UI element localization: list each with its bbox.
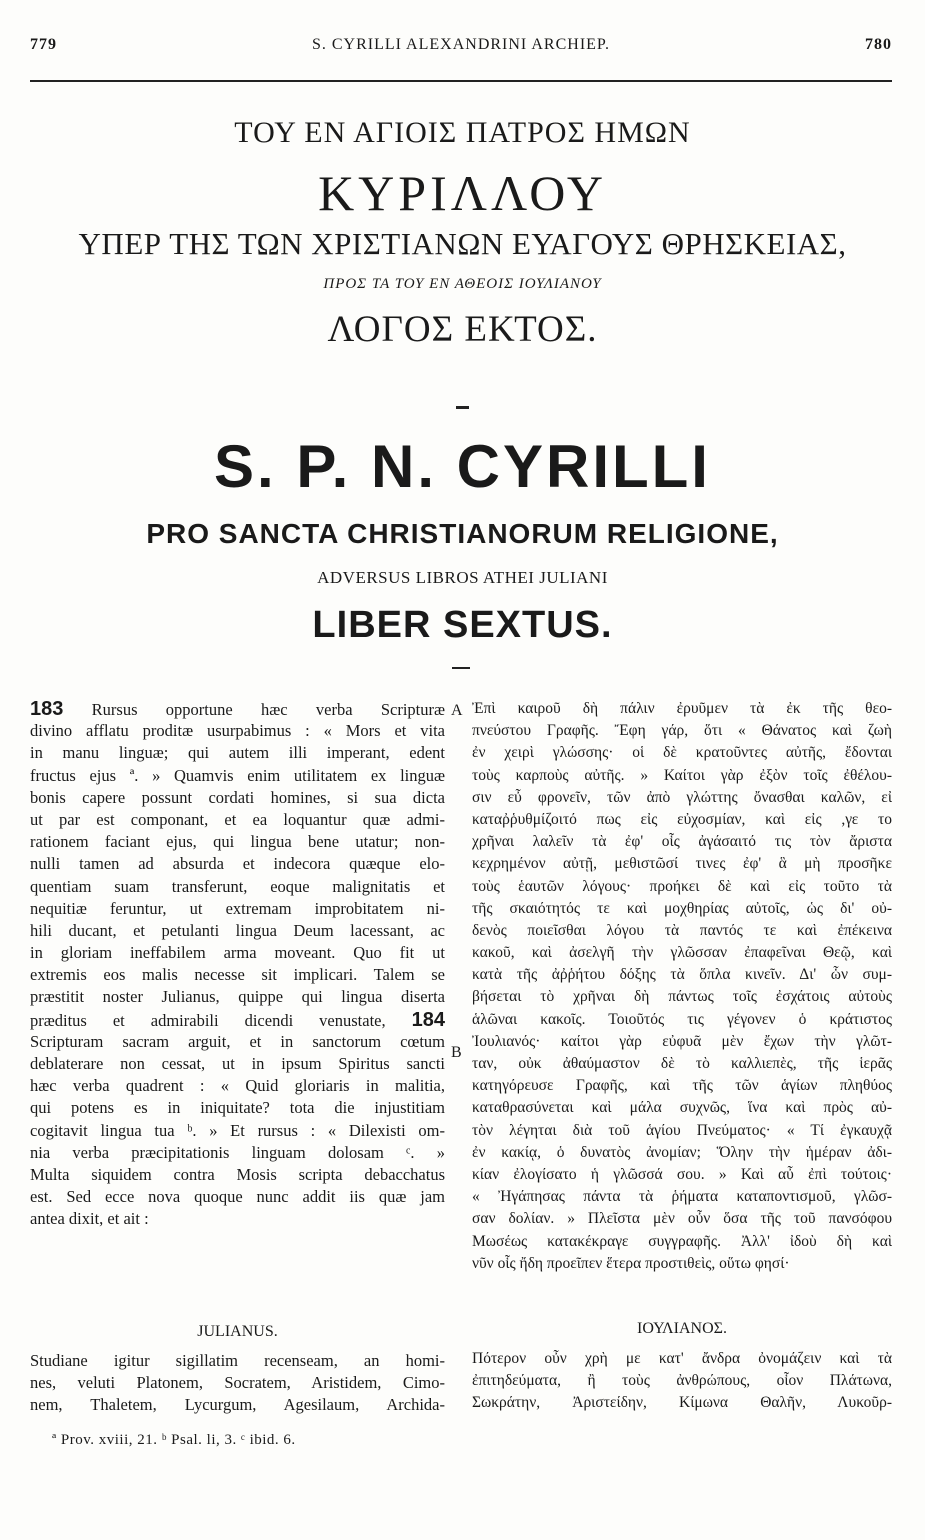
greek-line: χρῆναι λαλεῖν τὰ ἐφ' οἷς ἀγάσαιτό τις τὸν ἄριστα [472, 833, 892, 851]
greek-line: ἐπιτηδεύματα, ἢ τοὺς ἀνθρώπους, οἷον Πλάτωνα, [472, 1372, 892, 1390]
latin-line: nes, veluti Platonem, Socratem, Aristidem, Cimo- [30, 1373, 445, 1393]
greek-line: ταν, οὐκ ἀθαύμαστον δὲ τὸ καλλιεπὲς, τῆς ἱερᾶς [472, 1055, 892, 1072]
greek-line: Σωκράτην, Ἀριστείδην, Κίμωνα Θαλῆν, Λυκοῦρ- [472, 1394, 892, 1412]
greek-line: τοὺς καρποὺς αὐτῆς. » Καίτοι γὰρ ἐξὸν τοῖς ἐθέλου- [472, 766, 892, 784]
greek-title-line4: ΠΡΟΣ ΤΑ ΤΟΥ ΕΝ ΑΘΕΟΙΣ ΙΟΥΛΙΑΝΟΥ [323, 276, 602, 292]
latin-line: deblaterare non cessat, ut in ipsum Spiritus sancti [30, 1054, 445, 1073]
latin-line: hili ducant, et petulanti lingua Deum lacessant, ac [30, 920, 445, 940]
greek-author-name: ΚΥΡΙΛΛΟΥ [318, 165, 607, 221]
latin-line: hæc verba quadrent : « Quid gloriaris in malitia, [30, 1076, 445, 1096]
latin-line: ut par est componant, et ea loquantur quæ admi- [30, 809, 445, 829]
latin-line: nem, Thaletem, Lycurgum, Agesilaum, Archida- [30, 1395, 445, 1415]
greek-line: ἐν κακίᾳ, ὁ δυνατὸς ἀνομίαν; Ὅλην τὴν ἡμέραν ἀδι- [472, 1143, 892, 1161]
greek-line: καταῤῥυθμίζοιτό πως εἰς εὐχοσμίαν, καὶ εἰς ,γε το [472, 810, 892, 828]
greek-line: κίαν ἐλογίσατο ἡ γλῶσσά σου. » Καὶ αὖ ἐπὶ τούτοις· [472, 1165, 892, 1183]
greek-line: ἁλῶναι κακοῖς. Τοιοῦτός τις γέγονεν ὁ κράτιστος [472, 1010, 892, 1028]
greek-line: κακοῦ, καὶ ἀσελγῆ τὴν γλῶσσαν ἐπαφεῖναι Θεῷ, καὶ [472, 944, 892, 962]
latin-line: cogitavit lingua tua ᵇ. » Et rursus : « Dilexisti om- [30, 1120, 445, 1140]
greek-book-title: ΛΟΓΟΣ ΕΚΤΟΣ. [327, 309, 598, 350]
footnotes: ª Prov. xviii, 21. ᵇ Psal. li, 3. ᶜ ibid. 6. [52, 1432, 296, 1448]
greek-line: ἐν χειρὶ γλώσσης· οἱ δὲ κρατοῦντες αὐτῆς, ἔδονται [472, 744, 892, 762]
latin-line: est. Sed ecce nova quoque nunc addit iis quæ jam [30, 1187, 445, 1207]
julianus-latin-text [30, 1350, 445, 1417]
latin-line-184 [30, 1009, 445, 1031]
latin-line: nulli tamen ad absurda et indecora quæque elo- [30, 854, 445, 874]
greek-line: τῆς σκαιότητός τε καὶ μοχθηρίας αὐτοῖς, ὡς δι' οὐ- [472, 899, 892, 917]
greek-line: πνεύστου Γραφῆς. Ἔφη γάρ, ὅτι « Θάνατος καὶ ζωὴ [472, 722, 892, 740]
running-header [30, 36, 892, 58]
julianus-greek-text [472, 1348, 892, 1415]
latin-line: in manu linguæ; qui autem illi imperant, edent [30, 743, 445, 763]
greek-line: Ἰουλιανός· καίτοι γὰρ εὐφυᾶ μὲν ἔχων τὴν γλῶτ- [472, 1032, 892, 1050]
latin-line: extremis eos malis necesse sit implicari. Talem se [30, 965, 445, 985]
greek-line: σαν δολίαν. » Πλεῖστα μὲν οὖν ὅσα τῆς τοῦ πανσόφου [472, 1210, 892, 1228]
greek-line: τοὺς ἑαυτῶν λόγους· προήκει δὲ καὶ εἰς τοῦτο τὰ [472, 877, 892, 895]
latin-title-line3: ADVERSUS LIBROS ATHEI JULIANI [317, 568, 608, 587]
latin-line: fructus ejus ª. » Quamvis enim utilitatem ex linguæ [30, 765, 445, 785]
latin-book-title: LIBER SEXTUS. [312, 604, 613, 646]
page-number-right: 780 [865, 36, 892, 53]
greek-line: βήσεται τὸ χρῆναι δὴ πάντως τοῖς ἐσχάτοις αὐτοὺς [472, 988, 892, 1006]
latin-title-line2: PRO SANCTA CHRISTIANORUM RELIGIONE, [146, 518, 779, 549]
latin-line-first [30, 698, 445, 720]
greek-line: Πότερον οὖν χρὴ με κατ' ἄνδρα ὀνομάζειν καὶ τὰ [472, 1350, 892, 1367]
latin-line-first-text: Rursus opportune hæc verba Scripturæ [63, 700, 445, 719]
greek-title-line1: ΤΟΥ ΕΝ ΑΓΙΟΙΣ ΠΑΤΡΟΣ ΗΜΩΝ [234, 116, 691, 149]
latin-line: rationem faciant ejus, qui lingua bene utatur; non- [30, 832, 445, 852]
latin-line: præstitit noster Julianus, quippe qui lingua diserta [30, 987, 445, 1007]
latin-line: Multa siquidem contra Mosis scripta debacchatus [30, 1164, 445, 1184]
greek-line: « Ἠγάπησας πάντα τὰ ῥήματα καταποντισμοῦ, γλῶσ- [472, 1188, 892, 1206]
column-number-184: 184 [411, 1008, 446, 1031]
margin-marker-a: A [451, 702, 463, 719]
latin-line-184-text: præditus et admirabili dicendi venustate, [30, 1010, 386, 1030]
greek-julianus-heading: ΙΟΥΛΙΑΝΟΣ. [637, 1320, 727, 1337]
julianus-heading: JULIANUS. [197, 1323, 278, 1340]
greek-line: κατὰ τῆς ἀῤῥήτου δόξης τὰ ὅπλα κινεῖν. Δι' ὧν συμ- [472, 966, 892, 984]
latin-line: nequitiæ feruntur, ut extremam improbitatem ni- [30, 898, 445, 918]
latin-line: bonis capere possunt cordati homines, si sua dicta [30, 787, 445, 807]
greek-line: σιν εὖ φρονεῖν, τῶν ἀπὸ γλώττης ὄνασθαι καλῶν, εἰ [472, 788, 892, 806]
latin-line: Scripturam sacram arguit, et in sanctorum cœtum [30, 1031, 445, 1051]
greek-line: δενὸς ποιεῖσθαι λόγου τὰ παντός τε καὶ ἐπέκεινα [472, 921, 892, 939]
greek-line: κεχρημένον αὐτῇ, μεθιστῶσί τινες ἐφ' ἃ μὴ προσῆκε [472, 855, 892, 873]
greek-line: Μωσέως κατακέκραγε συγγραφῆς. Ἀλλ' ἰδοὺ δὴ καὶ [472, 1232, 892, 1250]
greek-line: Ἐπὶ καιροῦ δὴ πάλιν ἐρυῦμεν τὰ ἐκ τῆς θεο- [472, 700, 892, 717]
greek-line: καταθρασύνεται καὶ μάλα συχνῶς, ἵνα καὶ πρὸς αὐ- [472, 1099, 892, 1117]
page-number-left: 779 [30, 36, 57, 53]
greek-line: νῦν οἷς ἤδη προεῖπεν ἕτερα προστιθεὶς, οὕτω φησί· [472, 1254, 790, 1272]
section-divider [452, 667, 470, 669]
latin-author-name: S. P. N. CYRILLI [214, 433, 711, 500]
latin-line: Studiane igitur sigillatim recenseam, an homi- [30, 1351, 445, 1370]
greek-column [472, 698, 892, 1275]
margin-marker-b: B [451, 1044, 462, 1061]
latin-line: in gloriam ineffabilem arma moveant. Quo fit ut [30, 943, 445, 963]
column-number-183: 183 [30, 698, 64, 720]
title-divider [456, 406, 469, 409]
latin-line: divino afflatu proditæ usurpabimus : « Mors et vita [30, 721, 445, 741]
latin-line: nia verba præcipitationis linguam dolosam ᶜ. » [30, 1142, 445, 1162]
header-rule [30, 80, 892, 82]
greek-line: τὸν λέγηται διὰ τοῦ ἁγίου Πνεύματος· « Τί ἐγκαυχᾷ [472, 1121, 892, 1139]
latin-column [30, 698, 445, 1231]
latin-line: qui potens es in iniquitate? tota die injustitiam [30, 1098, 445, 1118]
latin-line: antea dixit, et ait : [30, 1209, 149, 1229]
latin-line: quentiam suam transferunt, eoque malignitatis et [30, 876, 445, 896]
running-title: S. CYRILLI ALEXANDRINI ARCHIEP. [311, 36, 611, 53]
greek-line: κατηγόρευσε Γραφῆς, καὶ τῆς τῶν ἁγίων πληθύος [472, 1077, 892, 1095]
greek-title-line3: ΥΠΕΡ ΤΗΣ ΤΩΝ ΧΡΙΣΤΙΑΝΩΝ ΕΥΑΓΟΥΣ ΘΡΗΣΚΕΙΑΣ, [78, 226, 847, 261]
